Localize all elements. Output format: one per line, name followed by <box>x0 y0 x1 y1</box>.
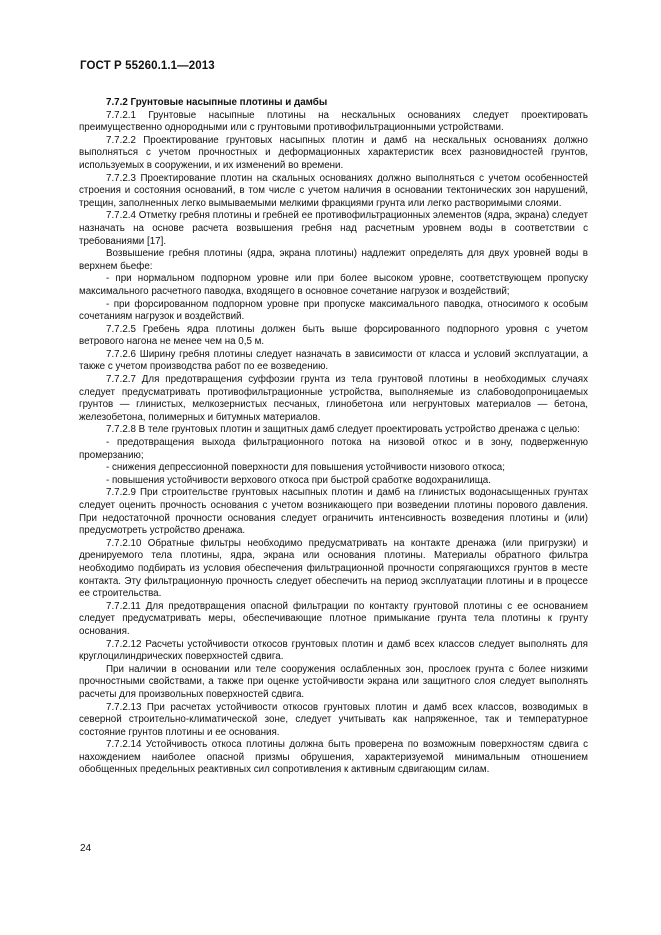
list-item-upstream-slope: - повышения устойчивости верхового откоса при быстрой сработке водохранилища. <box>106 474 491 486</box>
clause-7-7-2-1: 7.7.2.1 Грунтовые насыпные плотины на нескальных основаниях следует проектировать преимущественно однородными или с грунтовыми противофильтрационными устройствами. <box>79 109 588 134</box>
clause-7-7-2-11: 7.7.2.11 Для предотвращения опасной фильтрации по контакту грунтовой плотины с ее основанием следует предусматривать меры, обеспечивающие плотное примыкание грунта тела плотины к грунту основания. <box>79 600 588 637</box>
section-heading: 7.7.2 Грунтовые насыпные плотины и дамбы <box>106 97 328 108</box>
document-body <box>79 97 588 777</box>
clause-7-7-2-6: 7.7.2.6 Ширину гребня плотины следует назначать в зависимости от класса и условий эксплуатации, а также с учетом производства работ по ее возведению. <box>79 348 588 373</box>
list-item-normal-level: - при нормальном подпорном уровне или при более высоком уровне, соответствующем пропуску максимального расчетного паводка, входящего в основное сочетание нагрузок и воздействий; <box>79 273 588 297</box>
clause-7-7-2-4: 7.7.2.4 Отметку гребня плотины и гребней ее противофильтрационных элементов (ядра, экрана) следует назначать на основе расчета возвышения гребня над расчетным уровнем воды в соответствии с требованиями [17]. <box>79 210 588 247</box>
clause-7-7-2-2: 7.7.2.2 Проектирование грунтовых насыпных плотин и дамб на нескальных основаниях должно выполняться с учетом прочностных и деформационных характеристик всех разновидностей грунтов, используемых в сооружении, и их изменений во времени. <box>79 134 588 171</box>
paragraph-weak-zones: При наличии в основании или теле сооружения ослабленных зон, прослоек грунта с более низкими прочностными свойствами, а также при оценке устойчивости экрана или защитного слоя следует выполнять расчеты для произвольных поверхностей сдвига. <box>79 663 588 700</box>
clause-7-7-2-9: 7.7.2.9 При строительстве грунтовых насыпных плотин и дамб на глинистых водонасыщенных грунтах следует оценить прочность основания с учетом возникающего при возведении плотины порового давления. При недостаточной прочности основания следует ограничить интенсивность возведения плотины и (или) предусмотреть устройство дренажа. <box>79 487 588 537</box>
clause-7-7-2-8: 7.7.2.8 В теле грунтовых плотин и защитных дамб следует проектировать устройство дренажа с целью: <box>106 424 580 436</box>
paragraph-crest-elevation: Возвышение гребня плотины (ядра, экрана плотины) надлежит определять для двух уровней воды в верхнем бьефе: <box>79 248 588 272</box>
clause-7-7-2-13: 7.7.2.13 При расчетах устойчивости откосов грунтовых плотин и дамб всех классов, возводимых в северной строительно-климатической зоне, следует учитывать как напряженное, так и температурное состояние грунтов плотины и ее основания. <box>79 701 588 738</box>
standard-designation: ГОСТ Р 55260.1.1—2013 <box>80 60 215 72</box>
clause-7-7-2-3: 7.7.2.3 Проектирование плотин на скальных основаниях должно выполняться с учетом особенностей строения и состояния оснований, в том числе с учетом наличия в основании тектонических зон нарушений, трещин, заполненных легко вымываемыми мелкими фракциями грунта или легко растворимыми слоями. <box>79 172 588 209</box>
list-item-forced-level: - при форсированном подпорном уровне при пропуске максимального паводка, относимого к особым сочетаниям нагрузок и воздействий. <box>79 298 588 323</box>
clause-7-7-2-12: 7.7.2.12 Расчеты устойчивости откосов грунтовых плотин и дамб всех классов следует выполнять для круглоцилиндрических поверхностей сдвига. <box>79 638 588 663</box>
clause-7-7-2-7: 7.7.2.7 Для предотвращения суффозии грунта из тела грунтовой плотины в необходимых случаях следует предусматривать противофильтрационные устройства, выполняемые из слабоводопроницаемых грунтов — глинистых, мелкозернистых песчаных, глинобетона или негрунтовых материалов — бетона, железобетона, полимерных и битумных материалов. <box>79 374 588 423</box>
clause-7-7-2-5: 7.7.2.5 Гребень ядра плотины должен быть выше форсированного подпорного уровня с учетом ветрового нагона не менее чем на 0,5 м. <box>79 323 588 348</box>
clause-7-7-2-10: 7.7.2.10 Обратные фильтры необходимо предусматривать на контакте дренажа (или пригрузки) и дренируемого тела плотины, ядра, экрана или основания плотины. Материалы обратного фильтра необходимо подбирать из условия обеспечения фильтрационной прочности сопрягающихся грунтов в месте контакта. Эту фильтрационную прочность следует обеспечить на период эксплуатации плотины и в процессе ее строительства. <box>79 537 588 600</box>
page-number: 24 <box>80 843 92 854</box>
list-item-depression-surface: - снижения депрессионной поверхности для повышения устойчивости низового откоса; <box>106 462 505 474</box>
clause-7-7-2-14: 7.7.2.14 Устойчивость откоса плотины должна быть проверена по возможным поверхностям сдвига с нахождением наиболее опасной призмы обрушения, характеризуемой минимальным отношением обобщенных предельных реактивных сил сопротивления к активным сдвигающим силам. <box>79 739 588 776</box>
list-item-drainage-outflow: - предотвращения выхода фильтрационного потока на низовой откос и в зону, подверженную промерзанию; <box>79 437 588 461</box>
